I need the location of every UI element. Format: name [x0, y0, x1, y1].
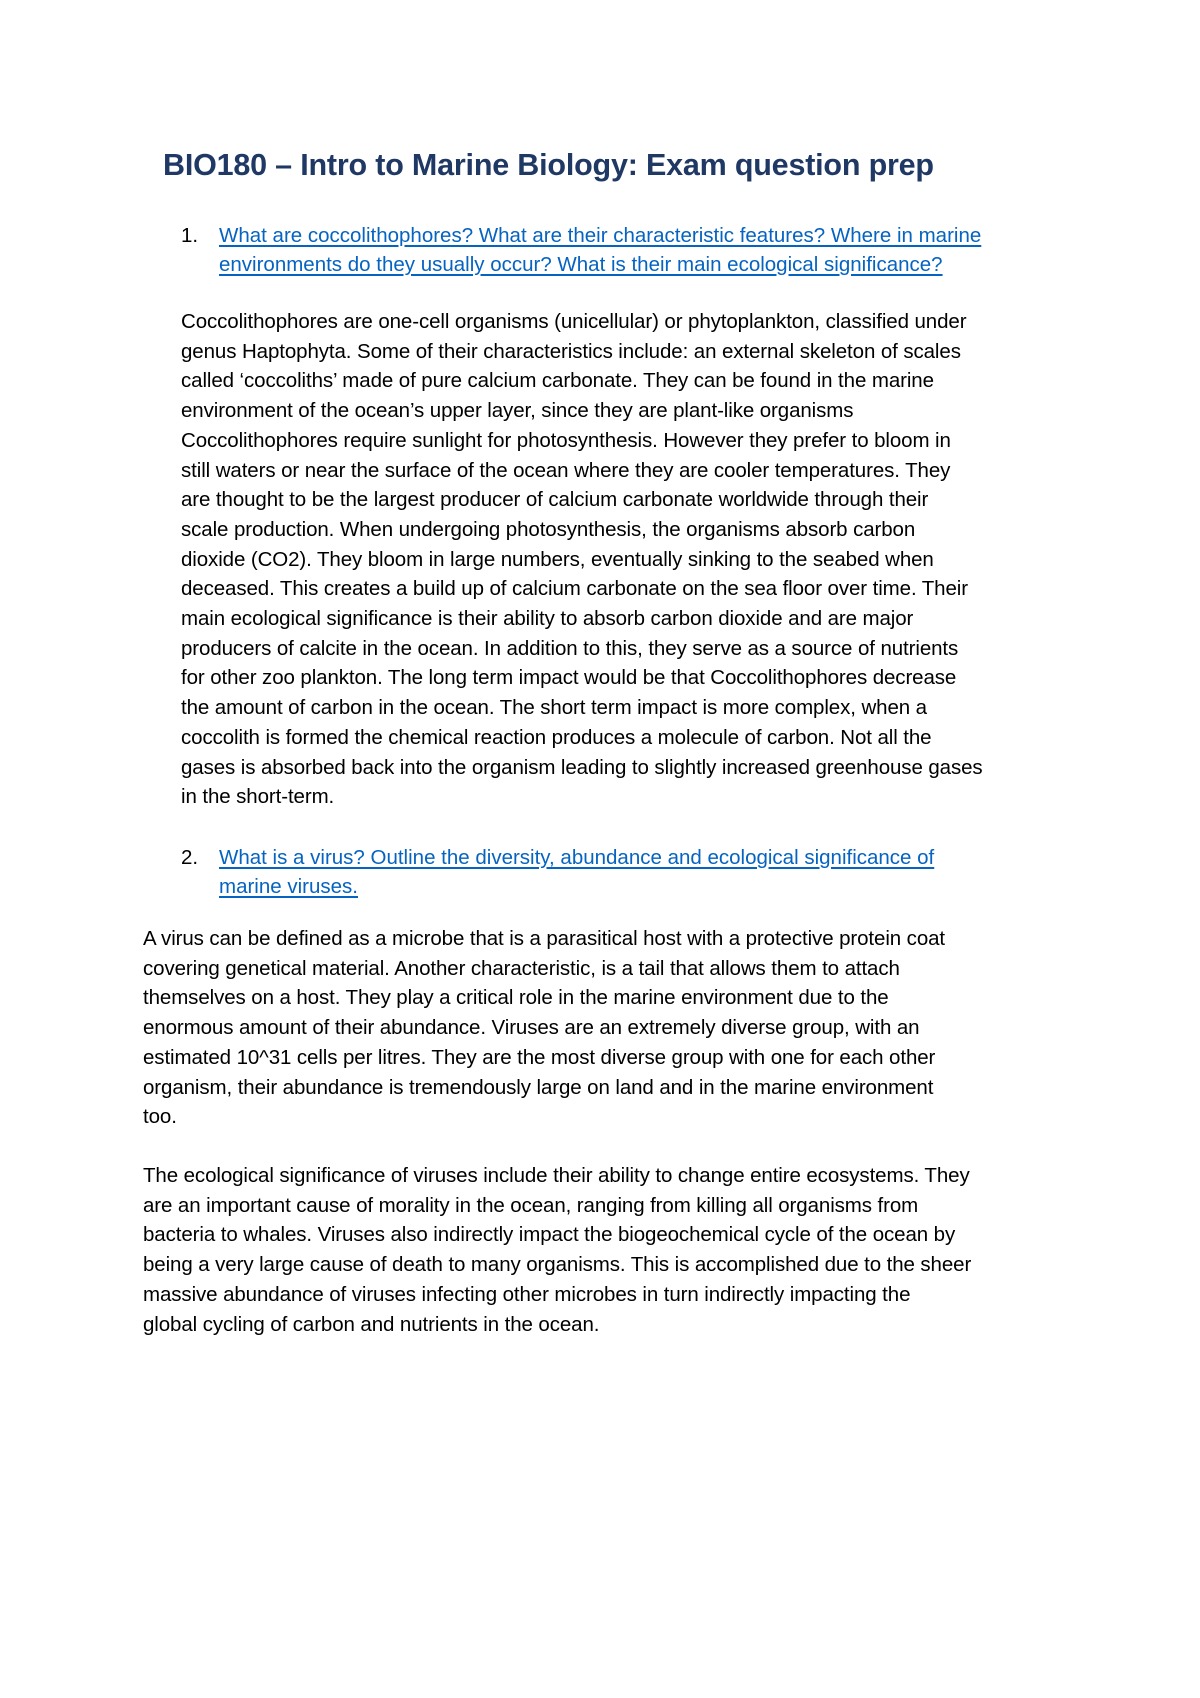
answer-2-paragraph: [143, 924, 945, 1132]
answer-1-line: Coccolithophores are one-cell organisms (unicellular) or phytoplankton, classified under: [181, 310, 967, 333]
answer-2-line: organism, their abundance is tremendously large on land and in the marine environment: [143, 1075, 934, 1099]
answer-2b-line: massive abundance of viruses infecting other microbes in turn indirectly impacting the: [143, 1282, 911, 1306]
answer-1-line: the amount of carbon in the ocean. The short term impact is more complex, when a: [181, 696, 927, 720]
answer-2b-line: being a very large cause of death to many organisms. This is accomplished due to the sheer: [143, 1253, 972, 1277]
question-1-line-1[interactable]: What are coccolithophores? What are their characteristic features? Where in marine: [219, 224, 982, 247]
answer-2b-line: The ecological significance of viruses include their ability to change entire ecosystems. They: [143, 1164, 970, 1187]
answer-1-line: still waters or near the surface of the ocean where they are cooler temperatures. They: [181, 458, 951, 482]
answer-1-line: coccolith is formed the chemical reaction produces a molecule of carbon. Not all the: [181, 725, 932, 749]
question-2-line-1[interactable]: What is a virus? Outline the diversity, abundance and ecological significance of: [219, 846, 935, 869]
answer-2b-line: bacteria to whales. Viruses also indirectly impact the biogeochemical cycle of the ocean by: [143, 1223, 956, 1247]
answer-1-line: environment of the ocean’s upper layer, since they are plant-like organisms: [181, 399, 854, 423]
answer-2b-paragraph: [143, 1161, 971, 1339]
question-1-link[interactable]: [219, 221, 1059, 279]
answer-2-line: estimated 10^31 cells per litres. They are the most diverse group with one for each other: [143, 1045, 936, 1069]
answer-1-line: called ‘coccoliths’ made of pure calcium carbonate. They can be found in the marine: [181, 369, 934, 393]
answer-2-line: too.: [143, 1105, 177, 1129]
answer-1-line: main ecological significance is their ability to absorb carbon dioxide and are major: [181, 607, 914, 631]
answer-1-line: are thought to be the largest producer of calcium carbonate worldwide through their: [181, 488, 929, 512]
answer-2-line: enormous amount of their abundance. Viruses are an extremely diverse group, with an: [143, 1016, 920, 1040]
question-2-link[interactable]: [219, 843, 1059, 901]
answer-1-line: genus Haptophyta. Some of their characteristics include: an external skeleton of scales: [181, 339, 961, 363]
question-1-number: 1.: [181, 224, 199, 247]
answer-1-line: producers of calcite in the ocean. In addition to this, they serve as a source of nutrients: [181, 636, 959, 660]
question-2-line-2[interactable]: marine viruses.: [219, 875, 358, 898]
answer-2-line: covering genetical material. Another characteristic, is a tail that allows them to attach: [143, 956, 900, 980]
answer-2-line: themselves on a host. They play a critical role in the marine environment due to the: [143, 986, 889, 1010]
answer-1-line: dioxide (CO2). They bloom in large numbers, eventually sinking to the seabed when: [181, 547, 934, 571]
answer-1-line: in the short-term.: [181, 785, 335, 809]
document-title: BIO180 – Intro to Marine Biology: Exam question prep: [163, 148, 934, 182]
answer-1-paragraph: [181, 307, 983, 812]
answer-2b-line: global cycling of carbon and nutrients in the ocean.: [143, 1312, 600, 1336]
answer-1-line: gases is absorbed back into the organism leading to slightly increased greenhouse gases: [181, 755, 983, 779]
answer-1-line: Coccolithophores require sunlight for photosynthesis. However they prefer to bloom in: [181, 428, 951, 452]
question-2-number: 2.: [181, 846, 199, 869]
answer-1-line: scale production. When undergoing photosynthesis, the organisms absorb carbon: [181, 517, 916, 541]
answer-1-line: for other zoo plankton. The long term impact would be that Coccolithophores decrease: [181, 666, 957, 690]
answer-1-line: deceased. This creates a build up of calcium carbonate on the sea floor over time. Their: [181, 577, 968, 601]
answer-2b-line: are an important cause of morality in the ocean, ranging from killing all organisms from: [143, 1193, 919, 1217]
question-1-line-2[interactable]: environments do they usually occur? What is their main ecological significance?: [219, 253, 943, 276]
answer-2-line: A virus can be defined as a microbe that is a parasitical host with a protective protein coat: [143, 927, 946, 950]
